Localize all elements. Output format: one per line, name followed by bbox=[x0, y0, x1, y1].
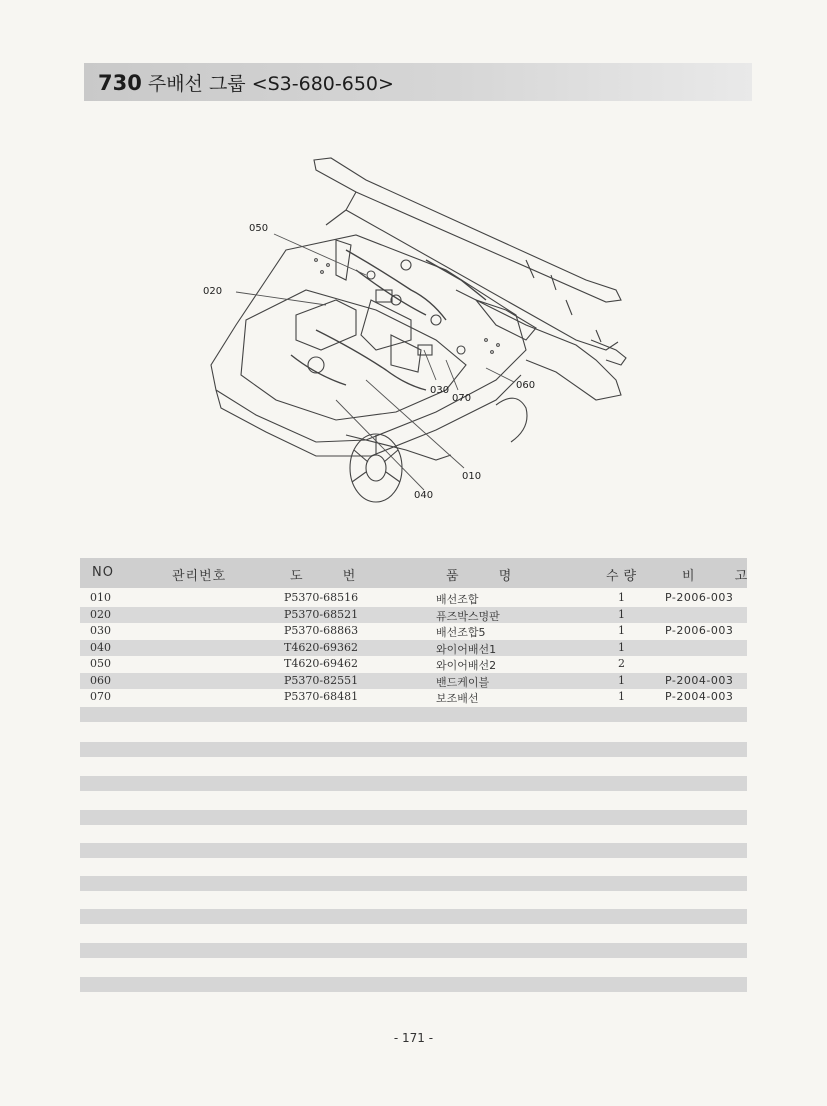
empty-row-stripe bbox=[80, 810, 747, 825]
callout-label: 070 bbox=[452, 393, 472, 404]
empty-row-stripe bbox=[80, 742, 747, 757]
row-number: 020 bbox=[90, 607, 111, 621]
page-number: - 171 - bbox=[393, 1031, 434, 1045]
callout-label: 020 bbox=[203, 286, 223, 297]
column-header-part-name: 품 명 bbox=[446, 569, 530, 584]
callout-label: 030 bbox=[430, 385, 450, 396]
callout-label: 040 bbox=[414, 490, 434, 501]
row-number: 010 bbox=[90, 591, 111, 604]
quantity: 1 bbox=[618, 624, 625, 637]
part-name: 배선조합 bbox=[436, 593, 479, 606]
remark: P-2006-003 bbox=[665, 591, 734, 604]
section-number: 730 bbox=[98, 71, 142, 95]
column-header-drawing-no: 도 번 bbox=[290, 569, 374, 584]
part-number: T4620-69362 bbox=[284, 640, 359, 654]
row-number: 050 bbox=[90, 657, 111, 670]
section-header bbox=[84, 63, 752, 101]
callout-label: 060 bbox=[516, 380, 536, 391]
parts-table-header bbox=[80, 558, 766, 588]
part-name: 와이어배선1 bbox=[436, 642, 497, 656]
part-number: P5370-68863 bbox=[284, 624, 359, 637]
remark: P-2004-003 bbox=[665, 673, 734, 687]
wiring-harness-diagram bbox=[196, 150, 636, 510]
table-row bbox=[80, 607, 747, 624]
quantity: 1 bbox=[618, 690, 625, 703]
callout-label: 050 bbox=[249, 223, 269, 234]
section-title: 주배선 그룹 <S3-680-650> bbox=[147, 73, 394, 95]
remark: P-2004-003 bbox=[665, 690, 734, 703]
column-header-no: NO bbox=[92, 565, 114, 580]
part-name: 와이어배선2 bbox=[436, 659, 497, 672]
part-number: P5370-82551 bbox=[284, 673, 359, 687]
part-number: T4620-69462 bbox=[284, 657, 359, 670]
table-row bbox=[80, 590, 747, 607]
empty-row-stripe bbox=[80, 909, 747, 924]
table-row bbox=[80, 673, 747, 690]
part-number: P5370-68481 bbox=[284, 690, 359, 703]
empty-row-stripe bbox=[80, 977, 747, 992]
row-number: 070 bbox=[90, 690, 111, 703]
quantity: 2 bbox=[618, 657, 625, 670]
empty-row-stripe bbox=[80, 943, 747, 958]
empty-row-stripe bbox=[80, 707, 747, 722]
empty-row-stripe bbox=[80, 843, 747, 858]
column-header-mgmt-no: 관리번호 bbox=[172, 569, 227, 584]
table-row bbox=[80, 623, 747, 640]
row-number: 030 bbox=[90, 624, 111, 637]
quantity: 1 bbox=[618, 673, 625, 687]
part-name: 배선조합5 bbox=[436, 626, 486, 639]
table-row bbox=[80, 656, 747, 673]
column-header-quantity: 수량 bbox=[606, 569, 642, 584]
row-number: 060 bbox=[90, 673, 111, 687]
callout-label: 010 bbox=[462, 471, 482, 482]
page-title bbox=[98, 69, 394, 96]
table-row bbox=[80, 689, 747, 706]
table-row bbox=[80, 640, 747, 657]
part-number: P5370-68521 bbox=[284, 607, 359, 621]
part-name: 보조배선 bbox=[436, 692, 479, 705]
parts-table bbox=[80, 590, 747, 706]
empty-row-stripe bbox=[80, 776, 747, 791]
quantity: 1 bbox=[618, 591, 625, 604]
part-name: 퓨즈박스명판 bbox=[436, 609, 500, 623]
column-header-remarks: 비 고 bbox=[682, 569, 766, 584]
quantity: 1 bbox=[618, 607, 625, 621]
part-number: P5370-68516 bbox=[284, 591, 359, 604]
part-name: 밴드케이블 bbox=[436, 675, 490, 689]
row-number: 040 bbox=[90, 640, 111, 654]
remark: P-2006-003 bbox=[665, 624, 734, 637]
quantity: 1 bbox=[618, 640, 625, 654]
empty-row-stripe bbox=[80, 876, 747, 891]
